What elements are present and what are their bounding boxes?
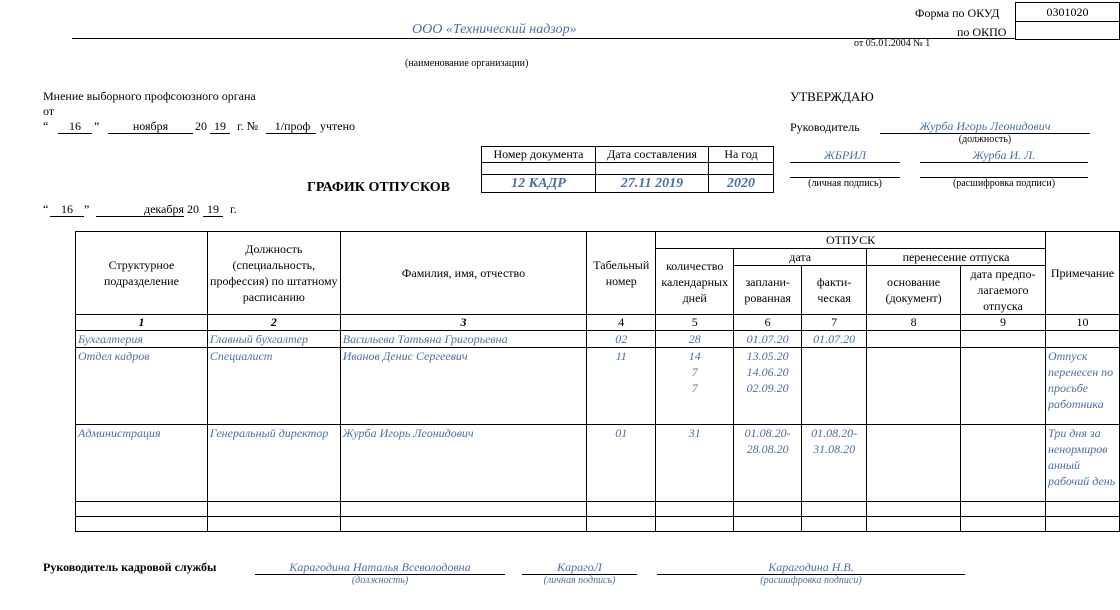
doc-title: ГРАФИК ОТПУСКОВ: [307, 180, 450, 195]
union-year-line: [210, 133, 230, 134]
cell-planned: 01.08.20- 28.08.20: [734, 425, 802, 502]
header-actual: факти-ческая: [802, 266, 867, 315]
empty-cell: [867, 502, 961, 517]
footer-position: Карагодина Наталья Всеволодовна: [289, 560, 471, 574]
org-caption: (наименование организации): [405, 58, 529, 69]
cell-basis: [867, 348, 961, 425]
header-name: Фамилия, имя, отчество: [340, 232, 587, 315]
approval-signature-line: [790, 162, 900, 163]
table-row: [76, 425, 1120, 502]
empty-cell: [656, 517, 734, 532]
doc-spacer-3: [709, 163, 774, 175]
approval-date-day: 16: [61, 202, 73, 216]
footer-name-caption: (расшифровка подписи): [760, 575, 862, 586]
union-num-label: г. №: [237, 119, 259, 133]
footer-label: Руководитель кадровой службы: [43, 560, 217, 574]
form-date: от 05.01.2004 № 1: [854, 38, 931, 49]
cell-position: Главный бухгалтер: [207, 331, 340, 348]
union-line2: от: [43, 104, 55, 118]
empty-cell: [734, 502, 802, 517]
header-vacation: ОТПУСК: [656, 232, 1046, 249]
cell-tab: 01: [587, 425, 656, 502]
approval-date-day-line: [50, 216, 84, 217]
approval-name-caption: (расшифровка подписи): [952, 178, 1056, 189]
approval-date-month: декабря: [143, 202, 184, 216]
approval-date-quote-open: “: [43, 202, 49, 216]
footer-signature-caption: (личная подпись): [543, 575, 616, 586]
cell-basis: [867, 425, 961, 502]
approval-position: Журба Игорь Леонидович: [919, 119, 1051, 133]
approval-date-year: 19: [207, 202, 219, 216]
header-basis: основание (документ): [867, 266, 961, 315]
col-num-10: 10: [1045, 315, 1119, 331]
doc-date: 27.11 2019: [596, 175, 709, 193]
cell-planned: 13.05.20 14.06.20 02.09.20: [734, 348, 802, 425]
cell-days: 31: [656, 425, 734, 502]
union-quote-open: “: [43, 119, 49, 133]
empty-cell: [76, 502, 208, 517]
cell-basis: [867, 331, 961, 348]
cell-note: Три дня за ненормиров анный рабочий день: [1045, 425, 1119, 502]
col-num-3: 3: [340, 315, 587, 331]
empty-cell: [340, 517, 587, 532]
empty-cell: [656, 502, 734, 517]
doc-col-date: Дата составления: [596, 147, 709, 163]
cell-dept: Отдел кадров: [76, 348, 208, 425]
approval-date-month-line: [96, 216, 184, 217]
doc-spacer-1: [482, 163, 596, 175]
approval-signature-caption: (личная подпись): [808, 178, 882, 189]
col-num-5: 5: [656, 315, 734, 331]
cell-note: [1045, 331, 1119, 348]
union-year: 19: [214, 119, 226, 133]
doc-col-year: На год: [709, 147, 774, 163]
empty-cell: [587, 517, 656, 532]
col-num-6: 6: [734, 315, 802, 331]
table-row: [76, 348, 1120, 425]
header-transfer: перенесение отпуска: [867, 249, 1046, 266]
approval-date-quote-close: ”: [84, 202, 90, 216]
union-line1: Мнение выборного профсоюзного органа: [43, 89, 256, 103]
cell-name: Васильева Татьяна Григорьевна: [340, 331, 587, 348]
header-expected: дата предпо-лагаемого отпуска: [961, 266, 1046, 315]
header-tab: Табельный номер: [587, 232, 656, 315]
union-num-line: [266, 133, 316, 134]
header-dept: Структурное подразделение: [76, 232, 208, 315]
table-row: [76, 331, 1120, 348]
doc-spacer-2: [596, 163, 709, 175]
empty-cell: [207, 502, 340, 517]
cell-position: Генеральный директор: [207, 425, 340, 502]
union-month-line: [108, 133, 193, 134]
cell-actual: 01.08.20- 31.08.20: [802, 425, 867, 502]
vacation-schedule-table: [75, 231, 1120, 532]
cell-position: Специалист: [207, 348, 340, 425]
approval-date-year-prefix: 20: [187, 202, 199, 216]
approval-role: Руководитель: [790, 120, 860, 134]
cell-name: Иванов Денис Сергеевич: [340, 348, 587, 425]
footer-signature: КарагоЛ: [557, 560, 602, 574]
approval-signature: ЖБРИЛ: [823, 148, 867, 162]
empty-cell: [802, 517, 867, 532]
table-row-empty: [76, 502, 1120, 517]
union-considered: учтено: [320, 119, 356, 133]
cell-days: 14 7 7: [656, 348, 734, 425]
union-num: 1/проф: [274, 119, 311, 133]
footer-name: Карагодина Н.В.: [768, 560, 854, 574]
union-year-prefix: 20: [195, 119, 207, 133]
empty-cell: [207, 517, 340, 532]
cell-tab: 02: [587, 331, 656, 348]
union-month: ноября: [132, 119, 169, 133]
empty-cell: [1045, 502, 1119, 517]
table-row-empty: [76, 517, 1120, 532]
empty-cell: [1045, 517, 1119, 532]
footer-position-caption: (должность): [351, 575, 409, 586]
empty-cell: [802, 502, 867, 517]
approval-name: Журба И. Л.: [972, 148, 1036, 162]
cell-actual: 01.07.20: [802, 331, 867, 348]
col-num-8: 8: [867, 315, 961, 331]
okud-code: 0301020: [1015, 2, 1120, 22]
header-note: Примечание: [1045, 232, 1119, 315]
cell-actual: [802, 348, 867, 425]
cell-name: Журба Игорь Леонидович: [340, 425, 587, 502]
cell-expected: [961, 348, 1046, 425]
approval-position-caption: (должность): [958, 134, 1012, 145]
union-day-line: [58, 133, 92, 134]
cell-days: 28: [656, 331, 734, 348]
header-position: Должность (специальность, профессия) по штатному расписанию: [207, 232, 340, 315]
cell-note: Отпуск перенесен по просьбе работника: [1045, 348, 1119, 425]
cell-dept: Бухгалтерия: [76, 331, 208, 348]
doc-number: 12 КАДР: [482, 175, 596, 193]
header-days: количество календарных дней: [656, 249, 734, 315]
doc-number-table: [481, 146, 774, 193]
col-num-1: 1: [76, 315, 208, 331]
okud-label: Форма по ОКУД: [915, 6, 1000, 20]
approval-name-line: [920, 162, 1088, 163]
approval-date-year-line: [203, 216, 223, 217]
doc-year: 2020: [709, 175, 774, 193]
empty-cell: [867, 517, 961, 532]
empty-cell: [587, 502, 656, 517]
doc-col-number: Номер документа: [482, 147, 596, 163]
cell-planned: 01.07.20: [734, 331, 802, 348]
col-num-7: 7: [802, 315, 867, 331]
okpo-code: [1015, 21, 1120, 40]
cell-expected: [961, 425, 1046, 502]
empty-cell: [961, 517, 1046, 532]
empty-cell: [340, 502, 587, 517]
org-name: ООО «Технический надзор»: [412, 22, 577, 37]
col-num-2: 2: [207, 315, 340, 331]
cell-dept: Администрация: [76, 425, 208, 502]
empty-cell: [76, 517, 208, 532]
header-date: дата: [734, 249, 867, 266]
empty-cell: [734, 517, 802, 532]
empty-cell: [961, 502, 1046, 517]
union-quote-close: ”: [94, 119, 100, 133]
cell-tab: 11: [587, 348, 656, 425]
col-num-9: 9: [961, 315, 1046, 331]
approval-date-suffix: г.: [230, 202, 237, 216]
cell-expected: [961, 331, 1046, 348]
approval-title: УТВЕРЖДАЮ: [790, 89, 874, 104]
union-day: 16: [69, 119, 81, 133]
okpo-label: по ОКПО: [957, 25, 1007, 39]
col-num-4: 4: [587, 315, 656, 331]
header-planned: заплани-рованная: [734, 266, 802, 315]
